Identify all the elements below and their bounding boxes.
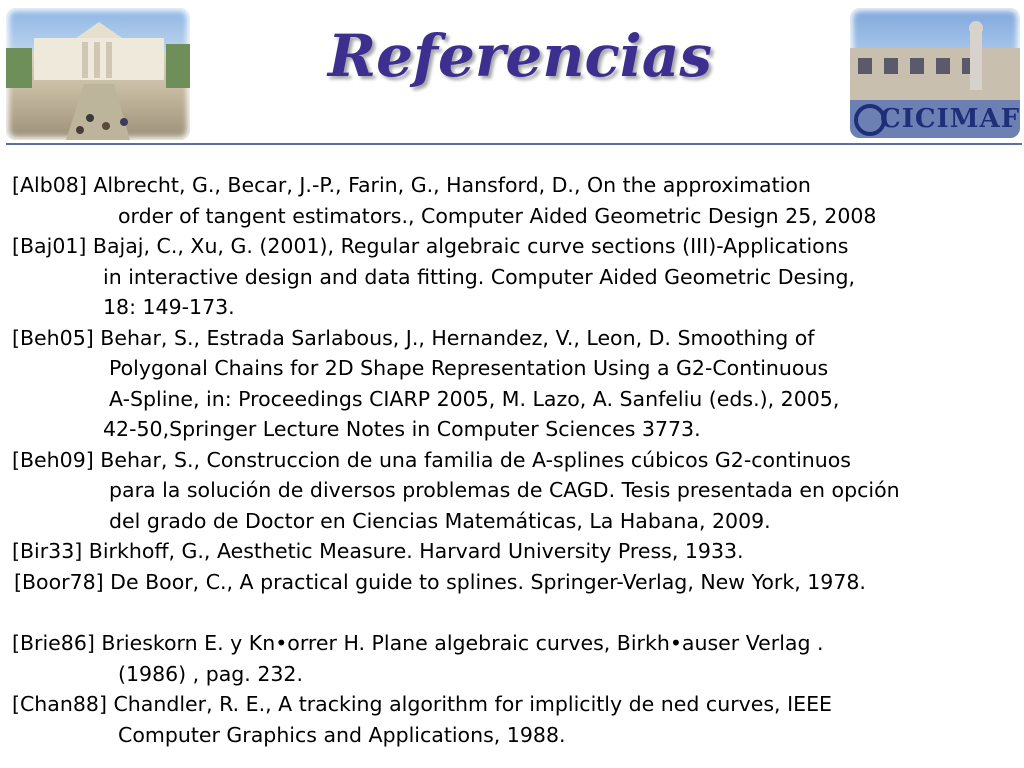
reference-line: [Baj01] Bajaj, C., Xu, G. (2001), Regular algebraic curve sections (III)-Applications bbox=[12, 234, 849, 258]
university-building-photo bbox=[6, 8, 190, 140]
reference-bir33 bbox=[12, 536, 1020, 567]
reference-line: in interactive design and data fitting. Computer Aided Geometric Desing, bbox=[103, 264, 855, 289]
reference-line: (1986) , pag. 232. bbox=[118, 661, 303, 686]
reference-brie86 bbox=[12, 628, 1020, 689]
reference-line: [Alb08] Albrecht, G., Becar, J.-P., Farin, G., Hansford, D., On the approximation bbox=[12, 173, 811, 197]
reference-line: Polygonal Chains for 2D Shape Representation Using a G2-Continuous bbox=[109, 356, 829, 380]
reference-line: order of tangent estimators., Computer Aided Geometric Design 25, 2008 bbox=[118, 203, 877, 228]
reference-boor78 bbox=[12, 567, 1020, 598]
institute-photo bbox=[850, 8, 1020, 138]
reference-line: [Boor78] De Boor, C., A practical guide to splines. Springer-Verlag, New York, 1978. bbox=[14, 569, 866, 594]
reference-beh05 bbox=[12, 323, 1020, 445]
reference-chan88 bbox=[12, 689, 1020, 750]
reference-line: [Chan88] Chandler, R. E., A tracking algorithm for implicitly de ned curves, IEEE bbox=[12, 692, 832, 716]
reference-line: [Beh09] Behar, S., Construccion de una familia de A-splines cúbicos G2-continuos bbox=[12, 447, 851, 472]
reference-line: [Brie86] Brieskorn E. y Kn•orrer H. Plane algebraic curves, Birkh•auser Verlag . bbox=[12, 631, 824, 655]
references-list bbox=[12, 170, 1020, 750]
reference-line: Computer Graphics and Applications, 1988. bbox=[118, 722, 566, 747]
reference-line: 18: 149-173. bbox=[103, 295, 235, 319]
building-illustration bbox=[6, 8, 190, 140]
reference-line: [Bir33] Birkhoff, G., Aesthetic Measure. Harvard University Press, 1933. bbox=[12, 539, 744, 563]
reference-line: [Beh05] Behar, S., Estrada Sarlabous, J., Hernandez, V., Leon, D. Smoothing of bbox=[12, 325, 815, 350]
reference-line: del grado de Doctor en Ciencias Matemáticas, La Habana, 2009. bbox=[109, 508, 771, 533]
reference-line: 42-50,Springer Lecture Notes in Computer Sciences 3773. bbox=[103, 417, 701, 441]
header-divider bbox=[6, 143, 1022, 145]
reference-line: A-Spline, in: Proceedings CIARP 2005, M. Lazo, A. Sanfeliu (eds.), 2005, bbox=[109, 386, 840, 411]
reference-alb08 bbox=[12, 170, 1020, 231]
page-title: Referencias bbox=[327, 22, 713, 90]
reference-beh09 bbox=[12, 445, 1020, 537]
institute-logo-text: CICIMAF bbox=[880, 104, 1020, 134]
list-spacer bbox=[12, 597, 1020, 628]
reference-line: para la solución de diversos problemas de CAGD. Tesis presentada en opción bbox=[109, 478, 900, 502]
reference-baj01 bbox=[12, 231, 1020, 323]
